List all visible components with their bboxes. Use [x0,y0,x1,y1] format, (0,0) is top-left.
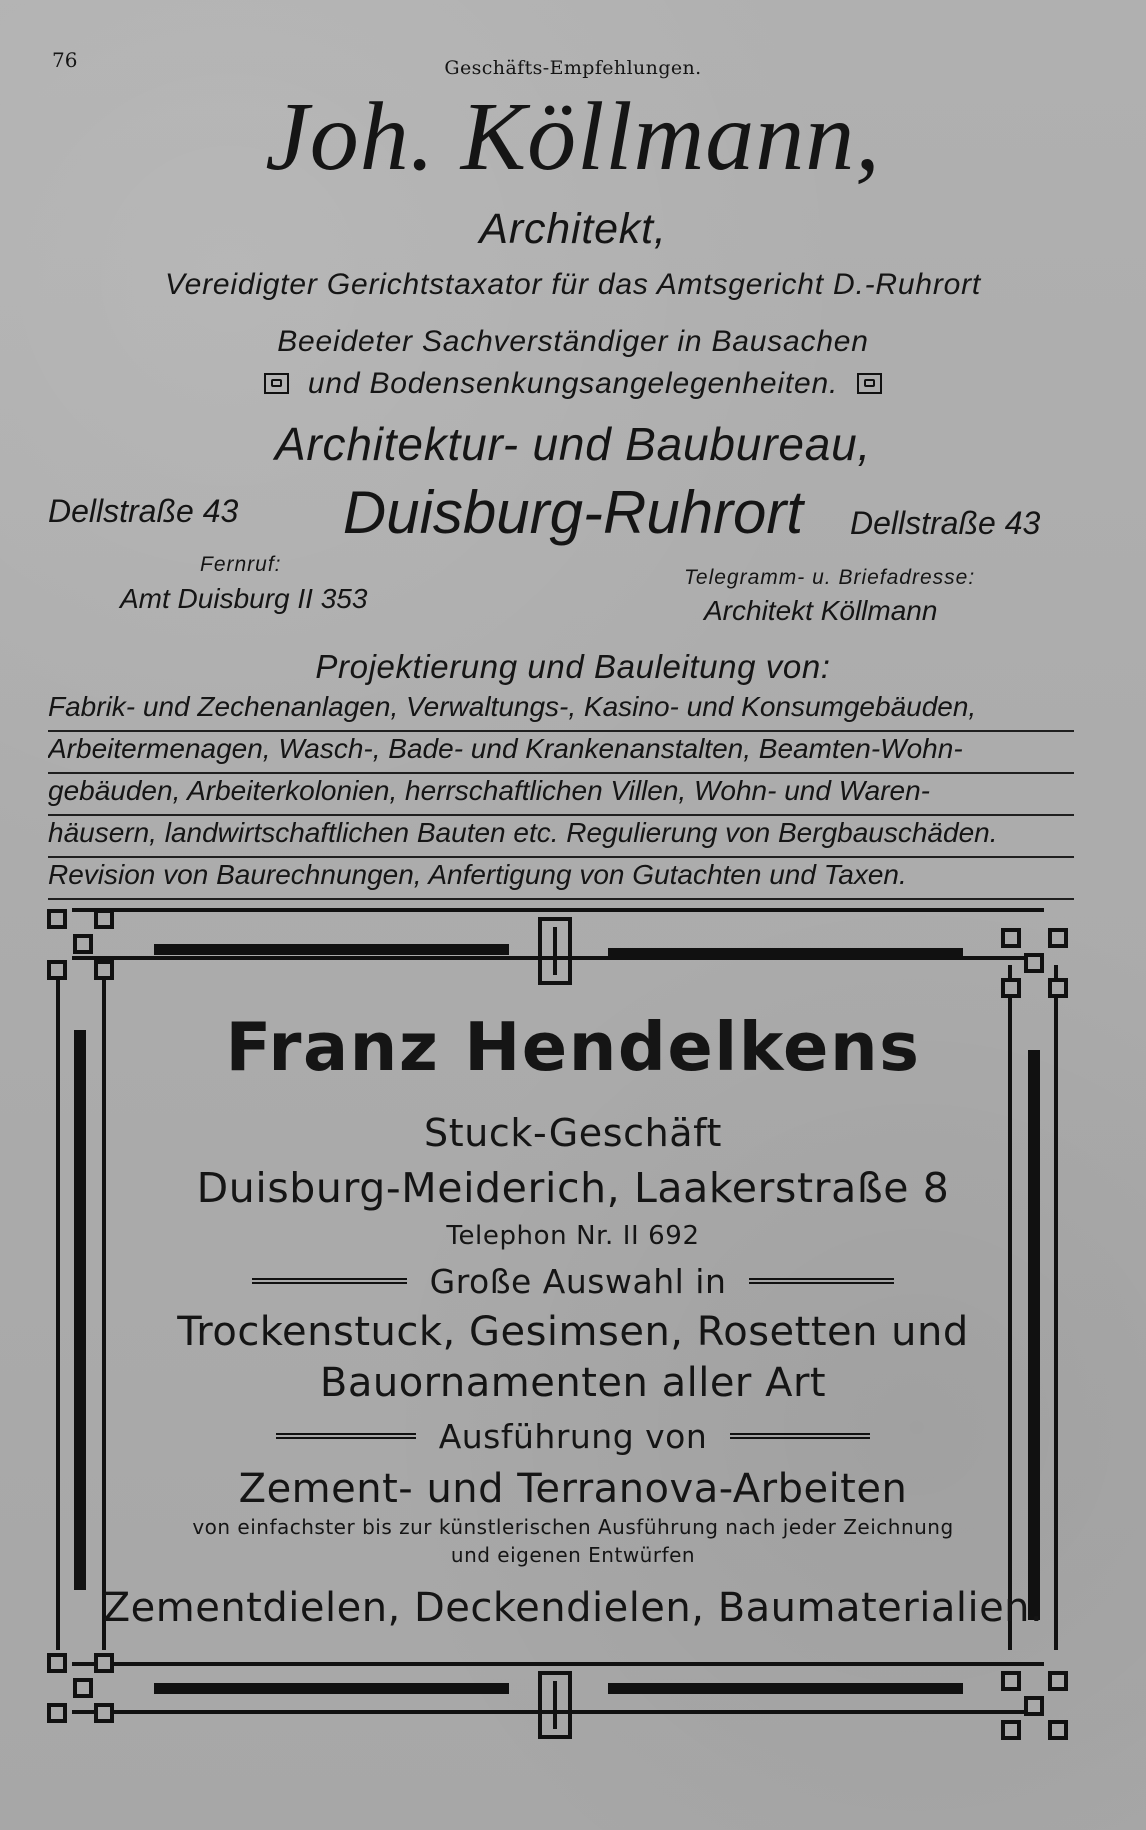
double-rule-right [749,1278,894,1284]
hendelkens-auswahl: Große Auswahl in [429,1262,727,1301]
hendelkens-auswahl-line [0,1262,1146,1301]
section-title: Geschäfts-Empfehlungen. [444,57,702,79]
fernruf-value: Amt Duisburg II 353 [120,583,368,614]
telegramm-value: Architekt Köllmann [704,595,938,626]
hendelkens-small-line-1: von einfachster bis zur künstlerischen Ausführung nach jeder Zeichnung [192,1515,954,1539]
koellmann-name: Joh. Köllmann, [265,83,881,191]
hendelkens-business: Stuck-Geschäft [423,1111,722,1155]
koellmann-city: Duisburg-Ruhrort [342,479,804,546]
top-center-plaque [540,919,570,983]
service-line: Revision von Baurechnungen, Anfertigung von Gutachten und Taxen. [48,858,1074,900]
ornament-square-icon [857,373,882,394]
koellmann-street-right: Dellstraße 43 [850,505,1041,541]
hendelkens-name: Franz Hendelkens [225,1008,921,1086]
service-line: gebäuden, Arbeiterkolonien, herrschaftlichen Villen, Wohn- und Waren- [48,774,1074,816]
koellmann-street-left: Dellstraße 43 [48,493,239,529]
page-number: 76 [52,48,78,72]
hendelkens-small-line-2: und eigenen Entwürfen [450,1543,696,1567]
hendelkens-products-line-2: Bauornamenten aller Art [319,1360,827,1406]
ornament-square-icon [264,373,289,394]
double-rule-left [252,1278,407,1284]
fernruf-label: Fernruf: [200,553,282,576]
hendelkens-ausfuehrung: Ausführung von [438,1417,708,1456]
hendelkens-zement: Zement- und Terranova-Arbeiten [238,1466,908,1512]
double-rule-right [730,1433,870,1439]
hendelkens-materials: Zementdielen, Deckendielen, Baumaterialien. [102,1585,1044,1631]
service-line: häusern, landwirtschaftlichen Bauten etc. Regulierung von Bergbauschäden. [48,816,1074,858]
koellmann-line-taxator: Vereidigter Gerichtstaxator für das Amtsgericht D.-Ruhrort [164,268,982,301]
koellmann-profession: Architekt, [479,205,667,253]
double-rule-left [276,1433,416,1439]
bottom-center-plaque [540,1673,570,1737]
hendelkens-address: Duisburg-Meiderich, Laakerstraße 8 [196,1164,950,1212]
service-line: Arbeitermenagen, Wasch-, Bade- und Krankenanstalten, Beamten-Wohn- [48,732,1074,774]
projekt-heading: Projektierung und Bauleitung von: [315,648,831,685]
hendelkens-products-line-1: Trockenstuck, Gesimsen, Rosetten und [177,1309,969,1355]
telegramm-label: Telegramm- u. Briefadresse: [684,566,976,589]
koellmann-line-bodensenkung [0,367,1146,401]
services-list [48,690,1074,900]
koellmann-line-sachverstaendiger: Beeideter Sachverständiger in Bausachen [277,325,869,358]
koellmann-line-bodensenkung-text: und Bodensenkungsangelegenheiten. [307,367,839,400]
hendelkens-phone: Telephon Nr. II 692 [446,1221,700,1251]
koellmann-bureau: Architektur- und Baubureau, [274,418,872,470]
service-line: Fabrik- und Zechenanlagen, Verwaltungs-, Kasino- und Konsumgebäuden, [48,690,1074,732]
hendelkens-ausfuehrung-line [0,1417,1146,1456]
